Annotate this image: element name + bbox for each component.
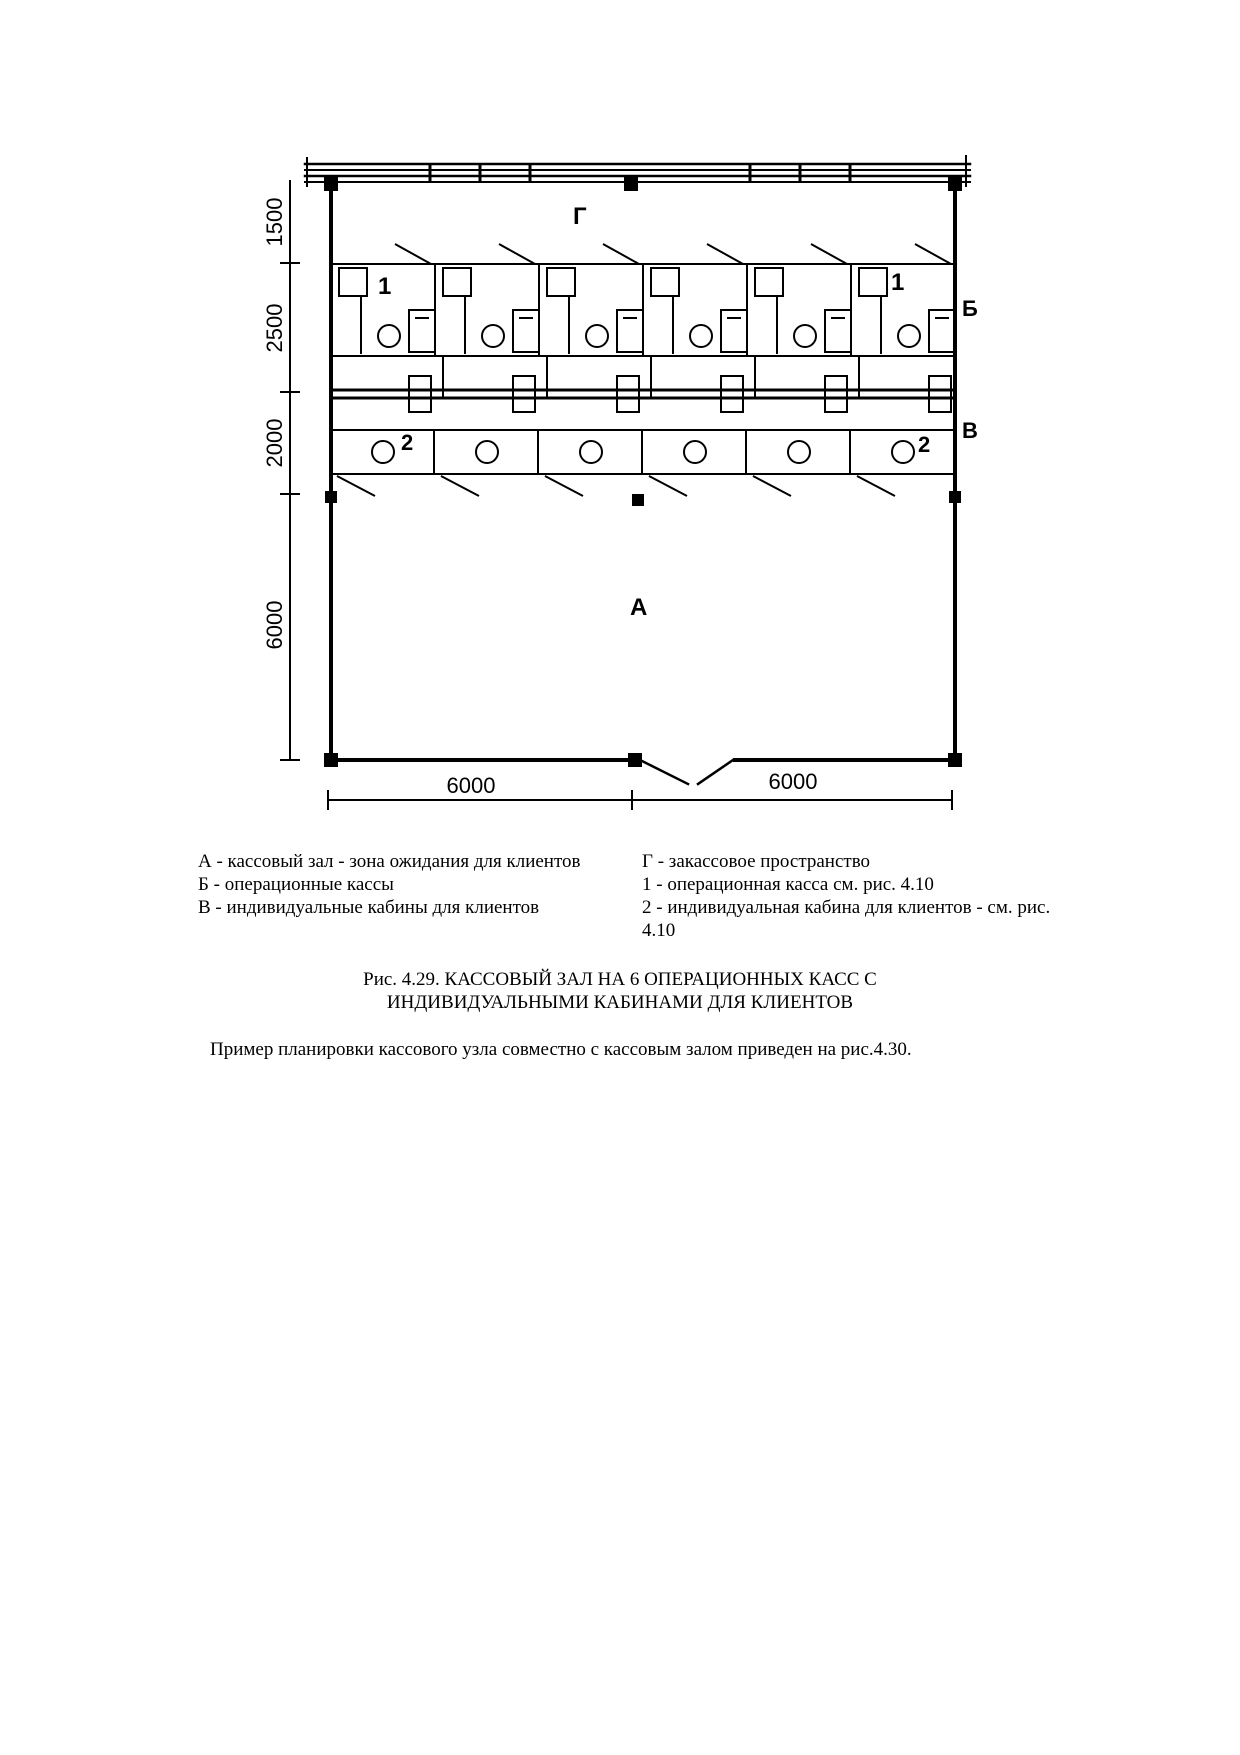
cabin-door-leaf (441, 476, 479, 496)
client-cabin-stool (788, 441, 810, 463)
operator-chair (755, 268, 783, 296)
counter-window (721, 376, 743, 412)
cabin-door-leaf (337, 476, 375, 496)
back-office-door-leaf (603, 244, 639, 264)
client-cabin-stool (684, 441, 706, 463)
legend-item-2: 2 - индивидуальная кабина для клиентов - см. рис. 4.10 (642, 897, 1051, 941)
teller-workstation (721, 310, 747, 352)
structural-column (324, 753, 338, 767)
back-office-door-leaf (707, 244, 743, 264)
structural-column (628, 753, 642, 767)
stool-circle (482, 325, 504, 347)
figure-caption-line-2: ИНДИВИДУАЛЬНЫМИ КАБИНАМИ ДЛЯ КЛИЕНТОВ (386, 992, 854, 1013)
operator-chair (443, 268, 471, 296)
dimension-label-1500: 1500 (262, 197, 287, 247)
structural-column (632, 494, 644, 506)
zone-label-g: Г (573, 203, 587, 230)
counter-window (409, 376, 431, 412)
back-office-door-leaf (915, 244, 951, 264)
back-office-door-leaf (811, 244, 847, 264)
legend-right-column (642, 850, 1082, 942)
teller-workstation (513, 310, 539, 352)
stool-circle (898, 325, 920, 347)
legend-item-g: Г - закассовое пространство (642, 851, 871, 872)
legend-item-1: 1 - операционная касса см. рис. 4.10 (642, 874, 934, 895)
structural-column (624, 177, 638, 191)
structural-column (948, 177, 962, 191)
client-cabin-stool (372, 441, 394, 463)
body-paragraph: Пример планировки кассового узла совместно с кассовым залом приведен на рис.4.30. (210, 1039, 912, 1060)
structural-column (325, 491, 337, 503)
structural-column (324, 177, 338, 191)
legend-item-v: В - индивидуальные кабины для клиентов (198, 897, 540, 918)
counter-window (513, 376, 535, 412)
legend-item-b: Б - операционные кассы (198, 874, 394, 895)
zone-label-a: А (630, 594, 648, 621)
cabin-door-leaf (857, 476, 895, 496)
dimension-label-2000: 2000 (262, 418, 287, 468)
stool-circle (794, 325, 816, 347)
teller-workstation (409, 310, 435, 352)
zone-label-b: Б (962, 296, 978, 321)
teller-workstation (617, 310, 643, 352)
dimension-label-6000-right: 6000 (768, 769, 818, 794)
rail-mullions (430, 166, 850, 180)
cabin-door-leaf (753, 476, 791, 496)
client-cabin-stool (892, 441, 914, 463)
figure-caption (0, 968, 1240, 1014)
structural-column (949, 491, 961, 503)
client-cabin-stool (476, 441, 498, 463)
callout-cash-desk-right: 1 (891, 269, 905, 296)
back-office-door-leaf (499, 244, 535, 264)
callout-cabin-right: 2 (918, 432, 931, 457)
stool-circle (378, 325, 400, 347)
counter-window (617, 376, 639, 412)
teller-workstation (825, 310, 851, 352)
cabin-door-leaf (545, 476, 583, 496)
entrance-door-leaf (640, 760, 688, 784)
counter-window (929, 376, 951, 412)
structural-column (948, 753, 962, 767)
legend-item-a: А - кассовый зал - зона ожидания для клиентов (198, 851, 581, 872)
operator-chair (547, 268, 575, 296)
dimension-label-2500: 2500 (262, 303, 287, 353)
floor-plan-diagram (0, 0, 1240, 840)
legend-left-column (198, 850, 638, 919)
teller-workstation (929, 310, 955, 352)
cabin-door-leaf (649, 476, 687, 496)
dimension-label-6000-vertical: 6000 (262, 600, 287, 650)
callout-cash-desk-left: 1 (378, 273, 392, 300)
client-cabin-stool (580, 441, 602, 463)
figure-caption-line-1: Рис. 4.29. КАССОВЫЙ ЗАЛ НА 6 ОПЕРАЦИОННЫХ КАСС С (363, 969, 877, 990)
operator-chair (859, 268, 887, 296)
dimension-label-6000-left: 6000 (446, 773, 496, 798)
operator-chair (339, 268, 367, 296)
stool-circle (690, 325, 712, 347)
back-office-door-leaf (395, 244, 431, 264)
zone-label-v: В (962, 418, 978, 443)
entrance-door-leaf (698, 760, 733, 784)
counter-window (825, 376, 847, 412)
callout-cabin-left: 2 (401, 430, 414, 455)
stool-circle (586, 325, 608, 347)
operator-chair (651, 268, 679, 296)
